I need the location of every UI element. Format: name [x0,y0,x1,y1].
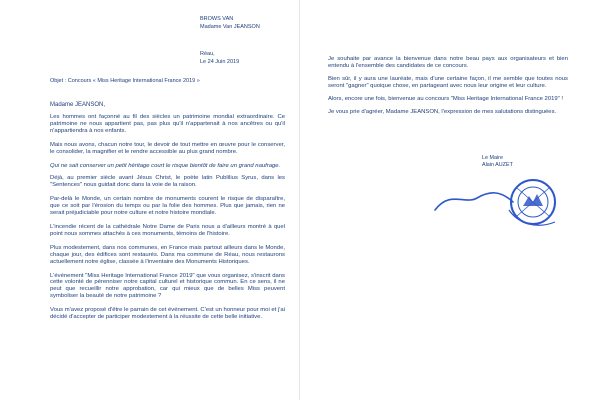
recipient-line2: Madame Van JEANSON [200,24,260,30]
paragraph: L'incendie récent de la cathédrale Notre Dame de Paris nous a d'ailleurs montré à quel point nous sommes attachés à ces monuments, témoins de l'histoire. [50,223,285,237]
paragraph: L'événement "Miss Heritage International France 2019" que vous organisez, s'inscrit dans cette volonté de pérenniser notre capital culturel et historique commun. En ce sens, il ne peut que recueillir notre approbation, car qui mieux que de belles Miss peuvent symboliser la beauté de notre patrimoine ? [50,272,285,300]
signer-name: Alain AUZET [482,162,513,168]
paragraph: Alors, encore une fois, bienvenue au concours "Miss Heritage International France 2019" ! [328,95,564,102]
signer-title: Le Maire [482,155,503,161]
paragraph: Mais nous avons, chacun notre tour, le devoir de tout mettre en œuvre pour le conserver, le consolider, la magnifier et le rendre accessible au plus grand nombre. [50,141,285,155]
date: Le 24 Juin 2019 [200,59,240,65]
quote-paragraph: Qui ne sait conserver un petit héritage court le risque bientôt de faire un grand naufrage. [50,162,281,169]
letter-body-right [328,56,568,121]
paragraph: Vous m'avez proposé d'être le parrain de cet événement. C'est un honneur pour moi et j'ai décidé d'accepter de participer modestement à la réussite de cette belle initiative. [50,307,285,321]
recipient-block [200,15,260,31]
place-date-block [200,50,239,66]
paragraph: Bien sûr, il y aura une lauréate, mais d'une certaine façon, il me semble que toutes nous seront "gagner" quoique chose, en partageant avec nous leur origine et leur culture. [328,75,568,89]
closing-formula: Je vous prie d'agréer, Madame JEANSON, l'expression de mes salutations distinguées. [328,108,557,115]
paragraph: Par-delà le Monde, un certain nombre de monuments courent le risque de disparaître, que ce soit par l'érosion du temps ou par la folie des hommes. Plus que jamais, rien ne serait préjudiciable pour notre culture et notre histoire mondiale. [50,196,285,217]
recipient-name: BROWS VAN [200,16,234,22]
signer-block [482,155,513,169]
salutation: Madame JEANSON, [50,102,106,108]
subject-line: Objet : Concours « Miss Heritage International France 2019 » [50,78,200,84]
paragraph: Plus modestement, dans nos communes, en France mais partout ailleurs dans le Monde, chaque jour, des édifices sont restaurés. Dans ma commune de Réau, nous restaurons actuellement notre église, classée à l'inventaire des Monuments Historiques. [50,244,285,265]
letter-body-left [50,114,285,328]
paragraph: Je souhaite par avance la bienvenue dans notre beau pays aux organisateurs et bien entendu à l'ensemble des candidates de ce concours. [328,56,568,69]
paragraph: Déjà, au premier siècle avant Jésus Christ, le poète latin Publilius Syrus, dans les "Sentences" nous guidait donc dans la voie de la raison. [50,175,285,189]
place: Réau, [200,51,215,57]
letter-page-right [300,0,600,400]
paragraph: Les hommes ont façonné au fil des siècles un patrimoine mondial extraordinaire. Ce patrimoine ne nous appartient pas, pas plus qu'il n'appartenait à nos ancêtres ou qu'il n'appartiendra à nos enfants. [50,114,285,134]
